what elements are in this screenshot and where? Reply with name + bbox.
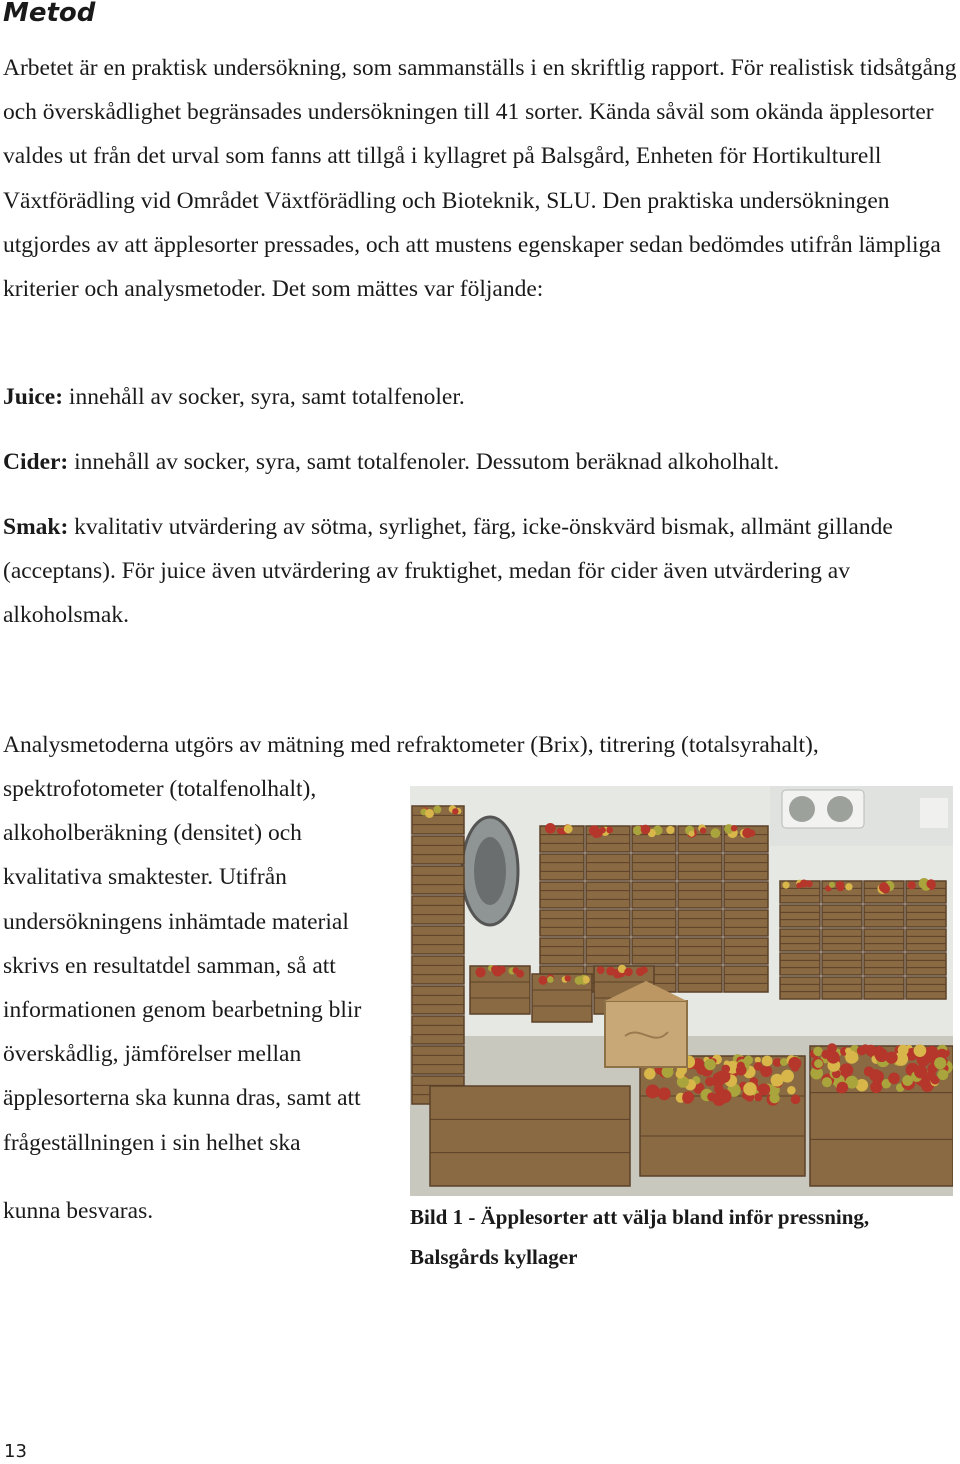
definition-text: kvalitativ utvärdering av sötma, syrlighet, färg, icke-önskvärd bismak, allmänt gillande (acceptans). För juice även utvärdering av fruktighet, medan för cider även utvärdering av alkoholsmak. xyxy=(3,514,893,629)
definition-term: Juice: xyxy=(3,384,64,410)
page-number: 13 xyxy=(4,1441,27,1462)
definition-text: innehåll av socker, syra, samt totalfenoler. xyxy=(63,384,465,410)
apple-crates-image xyxy=(410,786,953,1196)
intro-paragraph: Arbetet är en praktisk undersökning, som sammanställs i en skriftlig rapport. För realistisk tidsåtgång och överskådlighet begränsades undersökningen till 41 sorter. Kända såväl som okända äpplesorter valdes ut från det urval som fanns att tillgå i kyllagret på Balsgård, Enheten för Hortikulturell Växtförädling vid Området Växtförädling och Bioteknik, SLU. Den praktiska undersökningen utgjordes av att äpplesorter pressades, och att mustens egenskaper sedan bedömdes utifrån lämpliga kriterier och analysmetoder. Det som mättes var följande: xyxy=(3,55,957,303)
definition-smak xyxy=(3,505,953,638)
definition-term: Smak: xyxy=(3,514,69,540)
analysis-paragraph-wrapped: spektrofotometer (totalfenolhalt), alkoholberäkning (densitet) och kvalitativa smaktester. Utifrån undersökningens inhämtade material skrivs en resultatdel samman, så att informationen genom bearbetning blir överskådlig, jämförelser mellan äpplesorterna ska kunna dras, samt att frågeställningen i sin helhet ska xyxy=(3,776,362,1156)
apple-storage-photo xyxy=(410,786,953,1196)
definition-cider xyxy=(3,440,953,484)
figure-caption: Bild 1 - Äpplesorter att välja bland inför pressning, Balsgårds kyllager xyxy=(410,1205,870,1269)
definition-text: innehåll av socker, syra, samt totalfenoler. Dessutom beräknad alkoholhalt. xyxy=(68,449,780,475)
analysis-paragraph-first-line: Analysmetoderna utgörs av mätning med refraktometer (Brix), titrering (totalsyrahalt), xyxy=(3,732,819,758)
definition-term: Cider: xyxy=(3,449,69,475)
section-heading: Metod xyxy=(3,0,96,28)
analysis-paragraph-last-line: kunna besvaras. xyxy=(3,1198,154,1224)
definition-juice xyxy=(3,375,953,419)
